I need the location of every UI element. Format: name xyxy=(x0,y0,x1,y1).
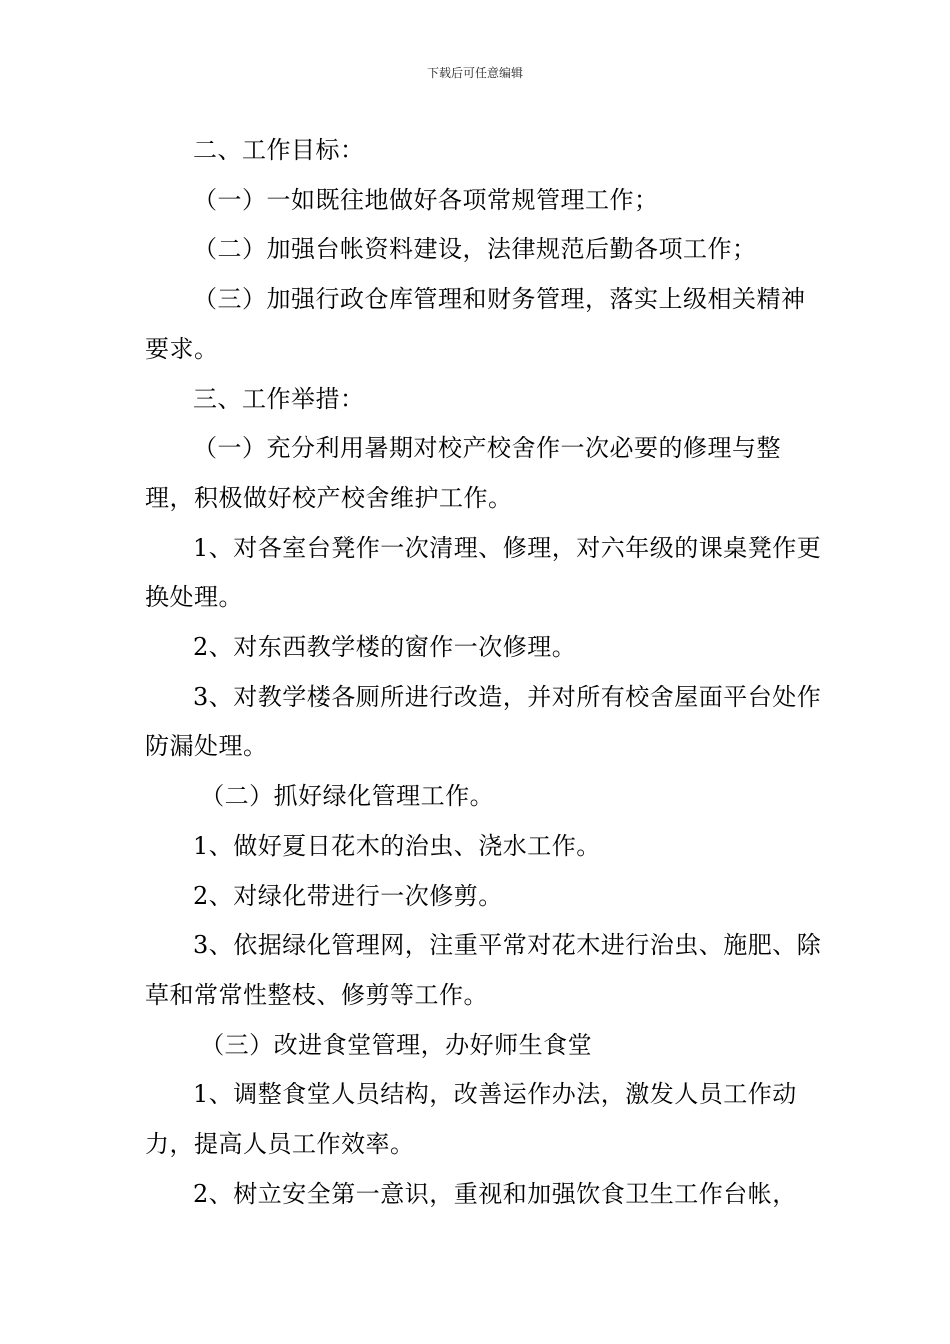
measure-2-item-3: 3、依据绿化管理网，注重平常对花木进行治虫、施肥、除草和常常性整枝、修剪等工作。 xyxy=(145,931,822,1009)
goal-item-2: （二）加强台帐资料建设，法律规范后勤各项工作； xyxy=(193,235,757,264)
page-header-note: 下载后可任意编辑 xyxy=(426,66,523,80)
goal-item-3: （三）加强行政仓库管理和财务管理，落实上级相关精神要求。 xyxy=(145,285,806,363)
document-body xyxy=(145,126,825,1219)
measure-2-heading: （二）抓好绿化管理工作。 xyxy=(200,782,495,811)
measure-1-heading: （一）充分利用暑期对校产校舍作一次必要的修理与整理，积极做好校产校舍维护工作。 xyxy=(145,434,781,512)
measure-3-item-1: 1、调整食堂人员结构，改善运作办法，激发人员工作动力，提高人员工作效率。 xyxy=(145,1080,797,1159)
measure-3-heading: （三）改进食堂管理，办好师生食堂 xyxy=(200,1030,593,1059)
measure-1-item-2: 2、对东西教学楼的窗作一次修理。 xyxy=(193,633,577,662)
section-heading-measures: 三、工作举措： xyxy=(193,384,365,413)
measure-3-item-2: 2、树立安全第一意识，重视和加强饮食卫生工作台帐， xyxy=(193,1179,797,1208)
measure-1-item-1: 1、对各室台凳作一次清理、修理，对六年级的课桌凳作更换处理。 xyxy=(145,533,822,612)
goal-item-1: （一）一如既往地做好各项常规管理工作； xyxy=(193,185,659,214)
section-heading-goals: 二、工作目标： xyxy=(193,136,365,164)
measure-2-item-2: 2、对绿化带进行一次修剪。 xyxy=(193,881,503,910)
measure-2-item-1: 1、做好夏日花木的治虫、浇水工作。 xyxy=(193,831,601,860)
measure-1-item-3: 3、对教学楼各厕所进行改造，并对所有校舍屋面平台处作防漏处理。 xyxy=(145,682,822,761)
